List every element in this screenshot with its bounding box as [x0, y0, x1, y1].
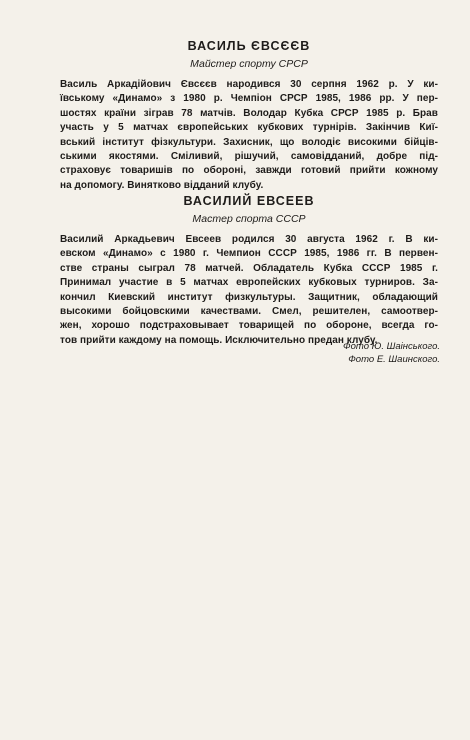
- bio-line: Принимал участие в 5 матчах европейских кубковых турниров. За-: [60, 277, 438, 289]
- bio-line: стве страны сыграл 78 матчей. Обладатель Кубка СССР 1985 г.: [60, 262, 438, 274]
- bio-text-russian: [60, 233, 438, 348]
- bio-line: ївському «Динамо» з 1980 р. Чемпіон СРСР 1985, 1986 рр. У пер-: [60, 93, 438, 105]
- bio-line: на допомогу. Винятково відданий клубу.: [60, 179, 264, 191]
- photo-credit-ukrainian: Фото Ю. Шаінського.: [343, 341, 440, 352]
- ukrainian-biography: [60, 38, 438, 193]
- player-title-ukrainian: Майстер спорту СРСР: [190, 58, 308, 70]
- bio-line: шостях країни зіграв 78 матчів. Володар Кубка СРСР 1985 р. Брав: [60, 107, 438, 119]
- player-title-russian: Мастер спорта СССР: [192, 213, 306, 225]
- bio-line: вський інститут фізкультури. Захисник, що володіє високими бійцiв-: [60, 136, 438, 148]
- bio-line: участь у 5 матчах європейських кубкових турнірів. Закінчив Киї-: [60, 122, 438, 134]
- bio-line: ськими якостями. Сміливий, рішучий, самовідданий, добре під-: [60, 150, 438, 162]
- bio-text-ukrainian: [60, 78, 438, 193]
- russian-biography: [60, 193, 438, 348]
- bio-line: Василий Аркадьевич Евсеев родился 30 августа 1962 г. В ки-: [60, 234, 438, 245]
- player-name-russian: ВАСИЛИЙ ЕВСЕЕВ: [183, 194, 315, 208]
- bio-line: Василь Аркадійович Євсєєв народився 30 серпня 1962 р. У ки-: [60, 79, 438, 90]
- bio-line: тов прийти каждому на помощь. Исключительно предан клубу.: [60, 334, 378, 346]
- bio-line: кончил Киевский институт физкультуры. Защитник, обладающий: [60, 291, 438, 303]
- bio-line: страховує товаришів по обороні, завжди готовий прийти кожному: [60, 165, 438, 177]
- bio-line: евском «Динамо» с 1980 г. Чемпион СССР 1985, 1986 гг. В первен-: [60, 248, 438, 260]
- photo-credits: [343, 340, 440, 366]
- bio-line: жен, хорошо подстраховывает товарищей по обороне, всегда го-: [60, 320, 438, 332]
- photo-credit-russian: Фото Е. Шаинского.: [348, 354, 440, 365]
- bio-line: высокими бойцовскими качествами. Смел, решителен, самоотвер-: [60, 305, 438, 317]
- player-name-ukrainian: ВАСИЛЬ ЄВСЄЄВ: [187, 39, 311, 53]
